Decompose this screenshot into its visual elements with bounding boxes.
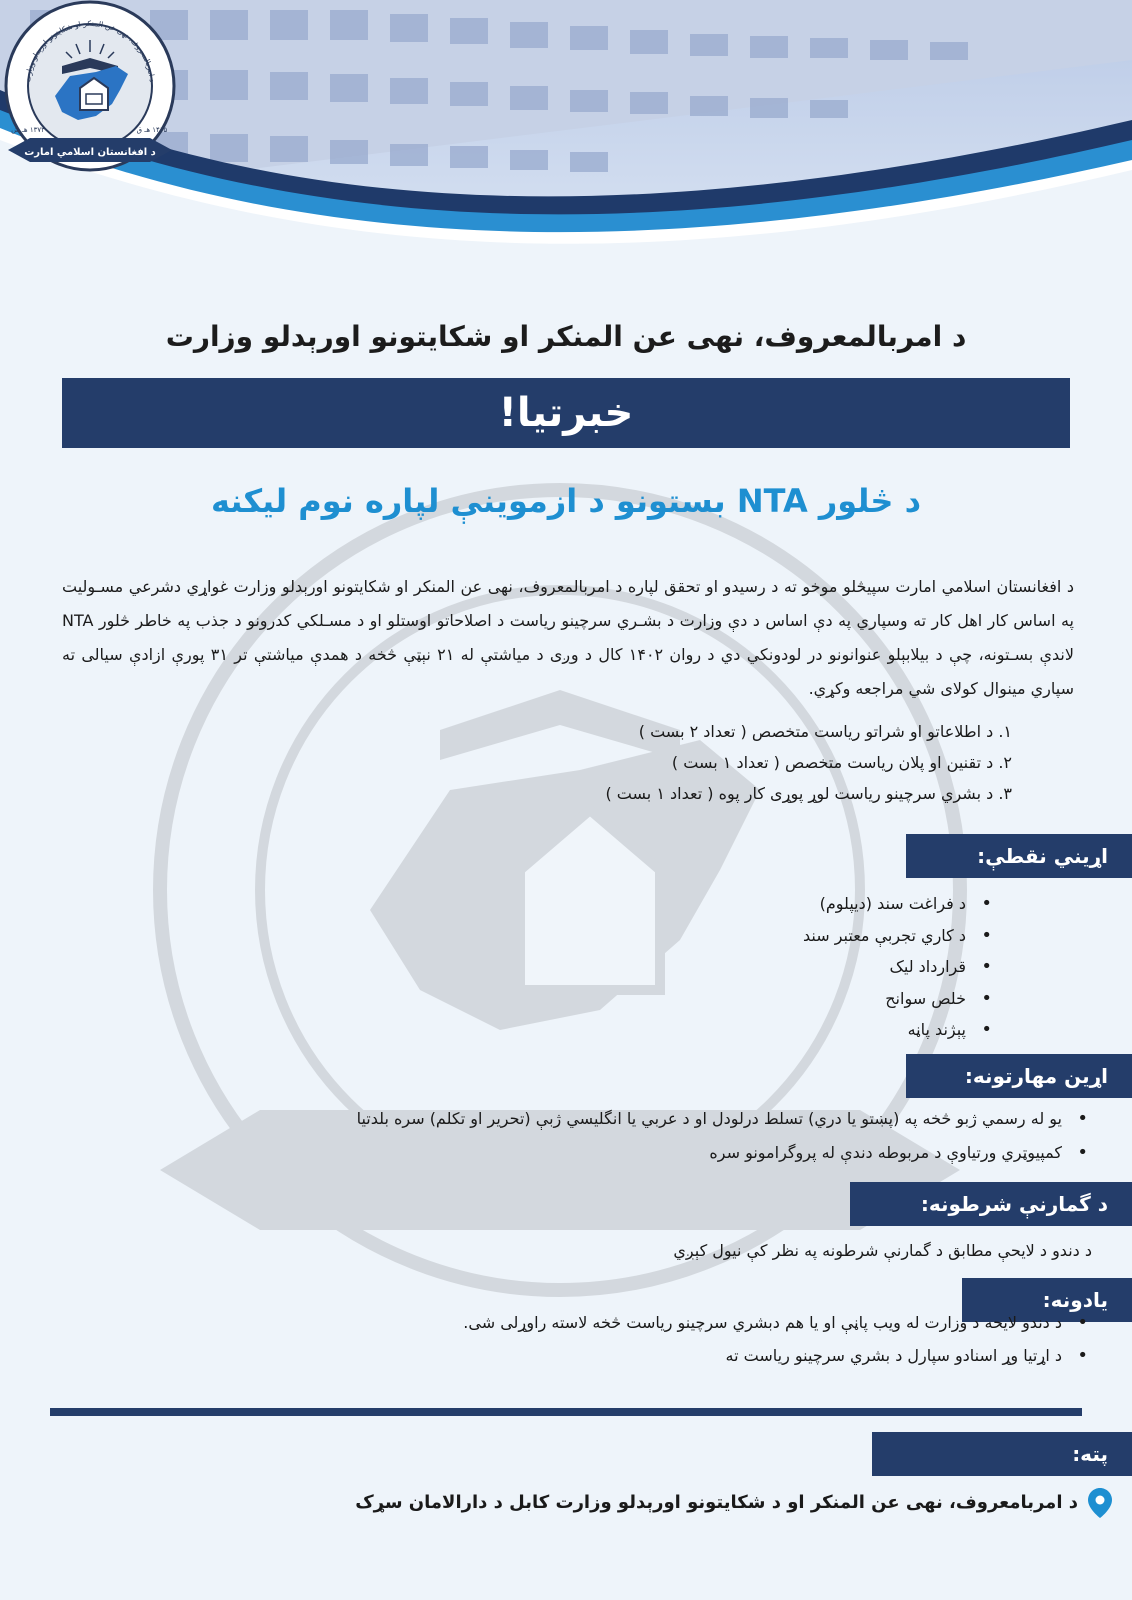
- position-item: ۲. د تقنین او پلان ریاست متخصص ( تعداد ۱ بست ): [671, 753, 1012, 772]
- list-item: • کمپیوټري ورتیاوې د مربوطه دندې له پروگرامونو سره: [92, 1136, 1092, 1170]
- address-line: [112, 1488, 1112, 1518]
- list-item: • قرارداد لیک: [492, 951, 992, 983]
- positions-list: [312, 716, 1012, 809]
- position-item: ۳. د بشري سرچینو ریاست لوړ پوړی کار پوه ( تعداد ۱ بست ): [605, 784, 1012, 803]
- notes-list: [92, 1306, 1092, 1372]
- ministry-logo: [0, 0, 180, 190]
- list-item: • پېژند پاڼه: [492, 1014, 992, 1046]
- list-item: • د اړتیا وړ اسنادو سپارل د بشري سرچینو ریاست ته: [92, 1339, 1092, 1372]
- section-title: پته:: [1072, 1442, 1108, 1466]
- documents-list: [492, 888, 992, 1046]
- conditions-text: د دندو د لایحې مطابق د گمارنې شرطونه په نظر کې نیول کېږي: [673, 1241, 1092, 1260]
- intro-paragraph: د افغانستان اسلامي امارت سپیڅلو موخو ته د رسیدو او تحقق لپاره د امربالمعروف، نهی عن المنکر او شکایتونو اورېدلو وزارت غواړي دشرعي مسـولیت په اساس کار اهل کار ته وسپاري په دې اساس د دې وزارت د بشـري سرچینو ریاست د اصلاحاتو اوستلو او د مسـلکي کدرونو د جذب په خاطر څلور NTA لاندې بسـتونه، چې د بیلابېلو عنوانونو در لودونکي دي د روان ۱۴۰۲ کال د وږی د میاشتې له ۲۱ نېټې څخه د همدې میاشتې تر ۳۱ پورې ازادې سیالی ته سپاري مینوال کولای شي مراجعه وکړي.: [62, 577, 1074, 698]
- divider: [50, 1408, 1082, 1416]
- alert-banner: [62, 378, 1070, 448]
- section-title: اړیني نقطې:: [977, 844, 1108, 868]
- list-item: • د فراغت سند (دیپلوم): [492, 888, 992, 920]
- list-item: • د دندو لایحه د وزارت له ویب پاڼې او یا هم دبشري سرچینو ریاست څخه لاسته راوړلی شی.: [92, 1306, 1092, 1339]
- section-header-documents: [906, 834, 1132, 878]
- position-item: ۱. د اطلاعاتو او شراتو ریاست متخصص ( تعداد ۲ بست ): [638, 722, 1012, 741]
- section-header-conditions: [850, 1182, 1132, 1226]
- list-item: • د کاري تجربې معتبر سند: [492, 920, 992, 952]
- location-pin-icon: [1088, 1488, 1112, 1518]
- logo-ring-text: د امربالمعروف، نهی عن المنکر او شکایتونو اورېدلو وزارت: [23, 18, 157, 83]
- logo-year-left: ۱۳۷۳ هـ ش: [11, 126, 45, 134]
- ministry-title: د امربالمعروف، نهی عن المنکر او شکایتونو اورېدلو وزارت: [165, 320, 967, 353]
- skills-list: [92, 1102, 1092, 1170]
- section-header-address: [872, 1432, 1132, 1476]
- section-title: اړین مهارتونه:: [964, 1064, 1108, 1088]
- section-title: یادونه:: [1042, 1288, 1108, 1312]
- list-item: • خلص سوانح: [492, 983, 992, 1015]
- section-header-skills: [906, 1054, 1132, 1098]
- address-text: د امربامعروف، نهی عن المنکر او د شکایتونو اورېدلو وزارت کابل د دارالامان سړک: [355, 1492, 1078, 1513]
- alert-label: خبرتیا!: [498, 390, 634, 436]
- list-item: • یو له رسمي ژبو څخه په (پښتو یا دري) تسلط درلودل او د عربي یا انگلیسي ژبې (تحریر او تکلم) سره بلدتیا: [92, 1102, 1092, 1136]
- section-title: د گمارنې شرطونه:: [920, 1192, 1108, 1216]
- logo-year-right: ۱۴۱۵ هـ ق: [136, 126, 168, 134]
- headline: د څلور NTA بستونو د ازموینې لپاره نوم لیکنه: [210, 482, 922, 520]
- logo-ribbon-text: د افغانستان اسلامي امارت: [24, 147, 156, 158]
- header-banner: [0, 0, 1132, 310]
